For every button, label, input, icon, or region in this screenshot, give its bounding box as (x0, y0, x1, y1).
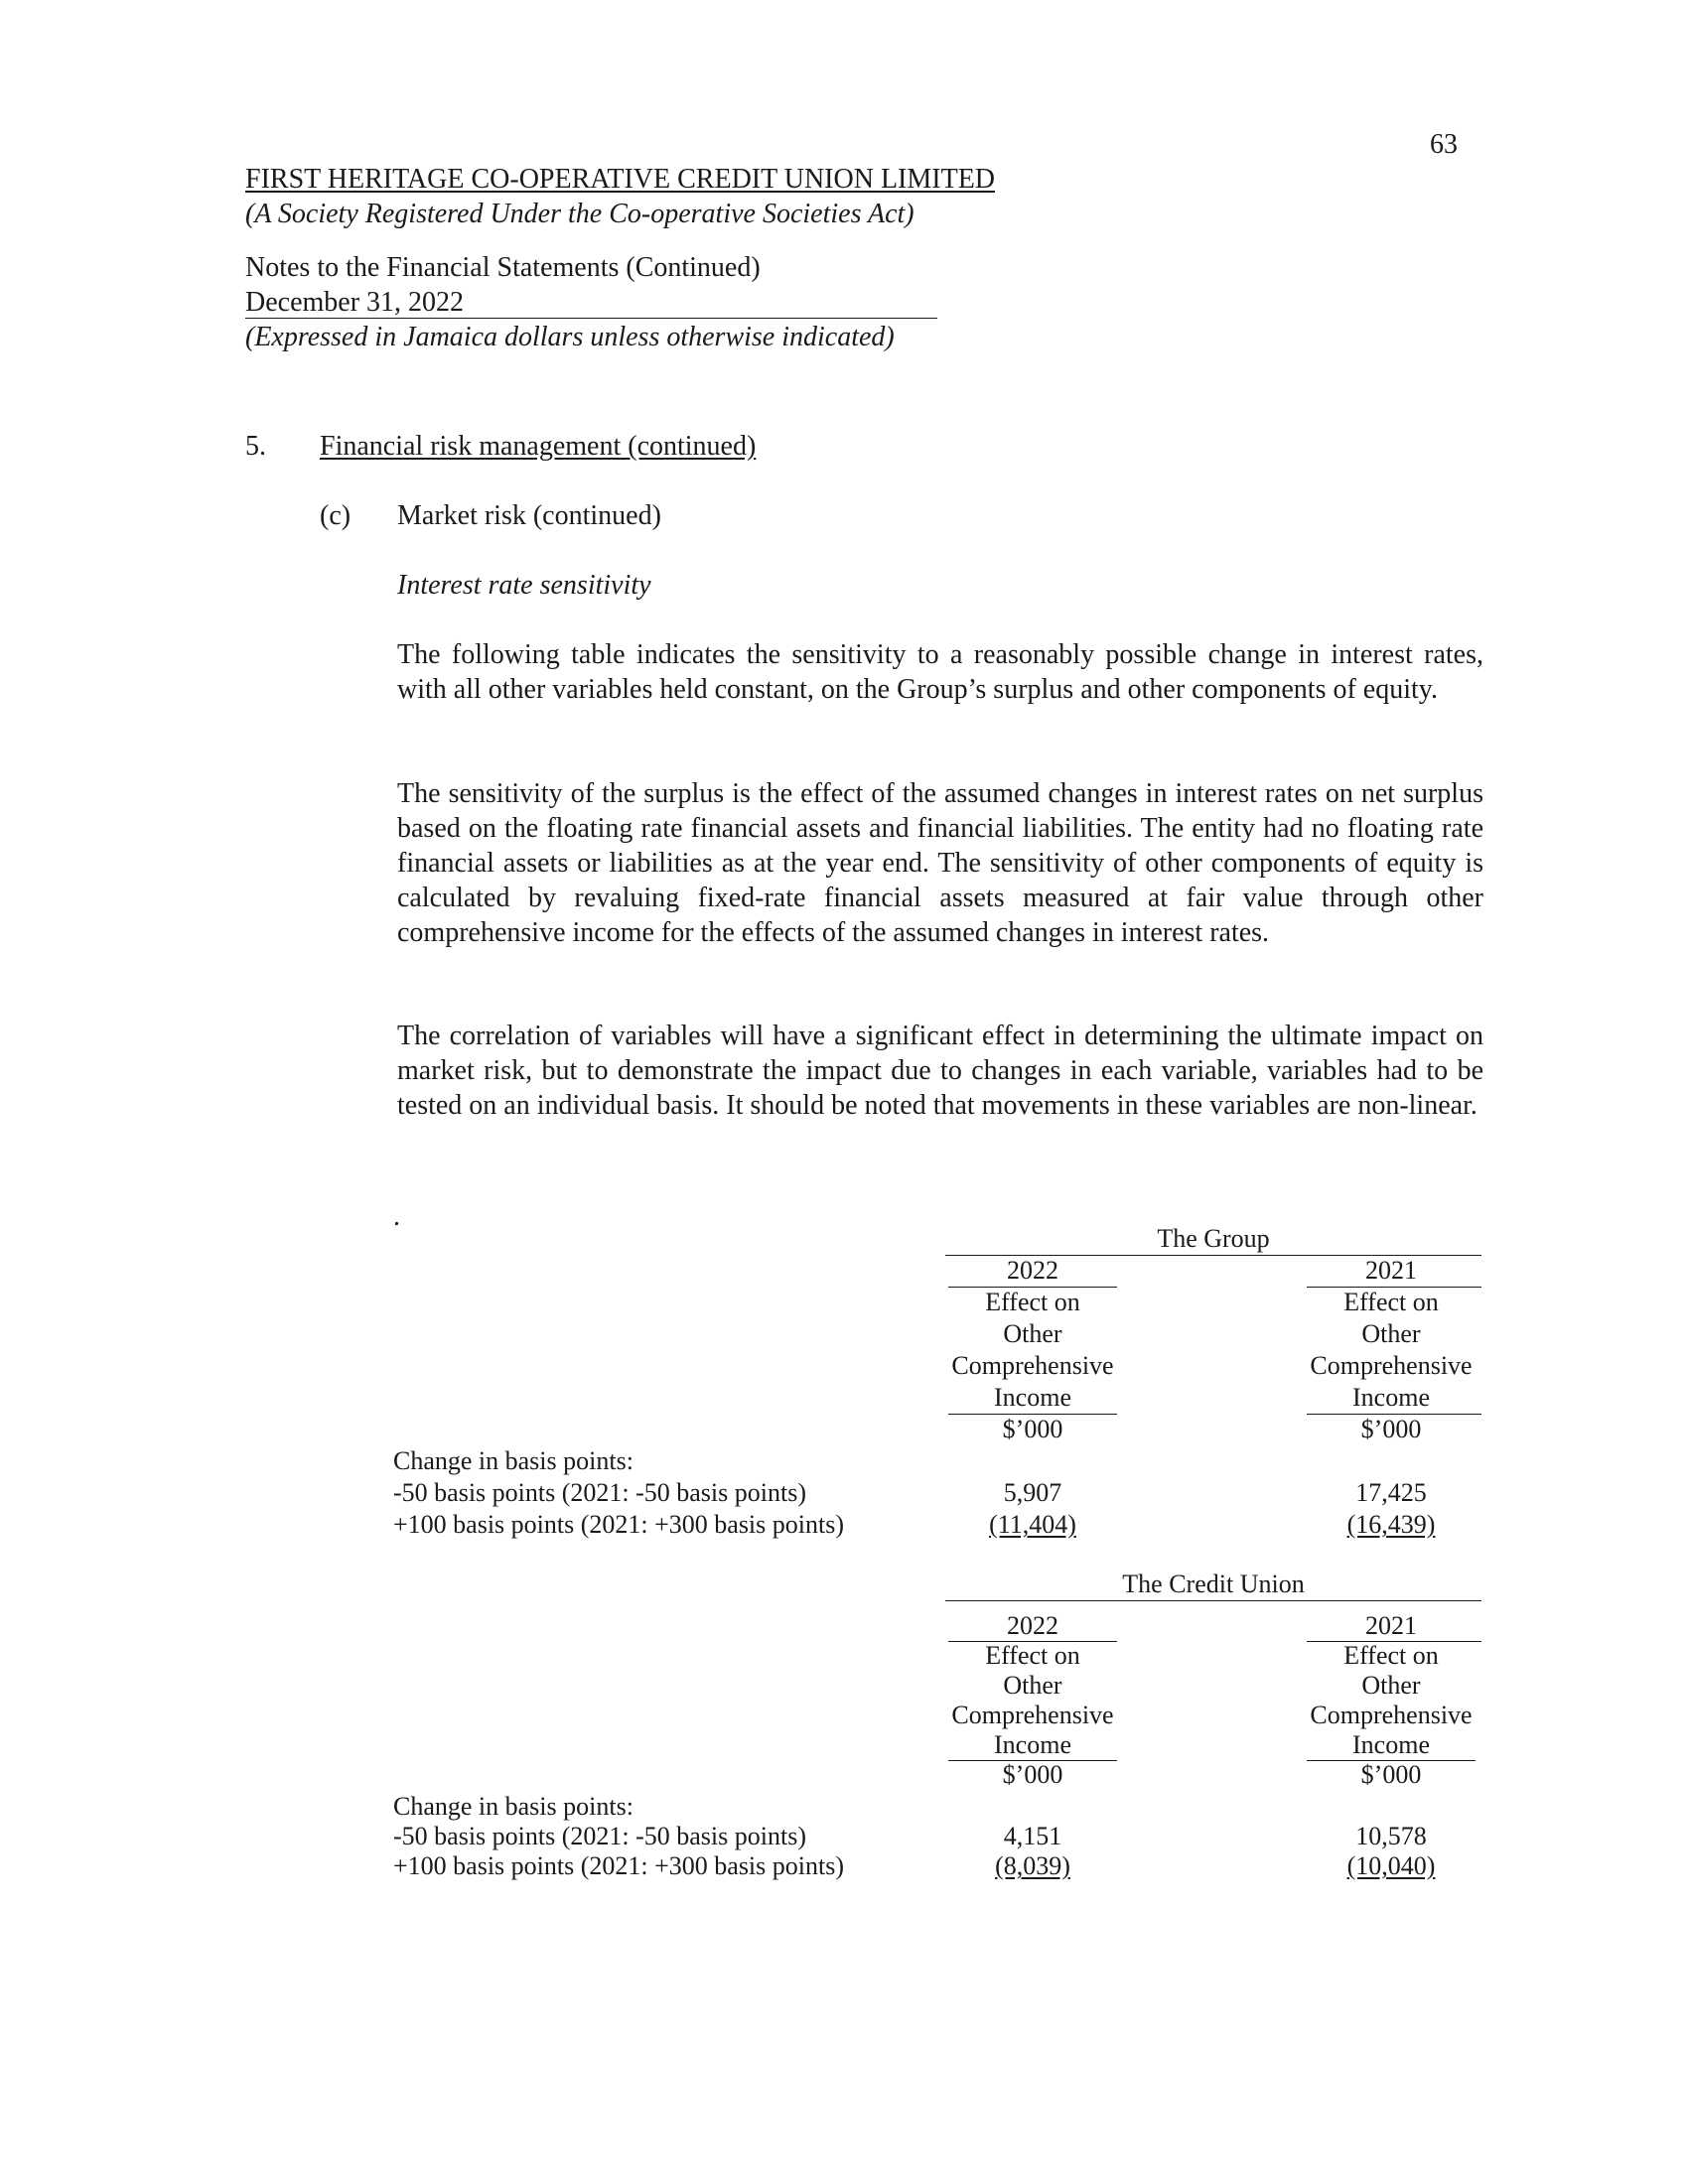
cu-col-2022-income: Income (994, 1730, 1071, 1759)
company-subtitle: (A Society Registered Under the Co-operative Societies Act) (245, 199, 914, 229)
subsection-title: Market risk (continued) (397, 500, 661, 531)
cu-row-2-2022: (8,039) (995, 1851, 1070, 1880)
group-row-2-label: +100 basis points (2021: +300 basis points) (393, 1510, 844, 1539)
cu-col-2022-year: 2022 (1007, 1611, 1058, 1640)
group-col-2021-unit: $’000 (1360, 1415, 1422, 1443)
group-table-title: The Group (1157, 1224, 1270, 1253)
section-title: Financial risk management (continued) (320, 431, 757, 462)
group-row-1-2021: 17,425 (1355, 1478, 1427, 1507)
page-number: 63 (1430, 129, 1458, 160)
group-col-2022-effect: Effect on (985, 1288, 1080, 1316)
cu-col-2022-comprehensive: Comprehensive (951, 1701, 1114, 1729)
paragraph-1: The following table indicates the sensitivity to a reasonably possible change in interest rates, with all other variables held constant, on the Group’s surplus and other components of equity. (397, 639, 1483, 705)
group-col-2022-unit: $’000 (1002, 1415, 1063, 1443)
group-col-2021-comprehensive: Comprehensive (1310, 1351, 1473, 1380)
group-col-2021-income: Income (1352, 1383, 1430, 1412)
stray-mark: . (393, 1201, 400, 1232)
group-col-2022-comprehensive: Comprehensive (951, 1351, 1114, 1380)
cu-col-2021-unit: $’000 (1360, 1760, 1422, 1789)
group-row-1-label: -50 basis points (2021: -50 basis points) (393, 1478, 806, 1507)
cu-row-1-2021: 10,578 (1355, 1822, 1427, 1850)
group-col-2022-income: Income (994, 1383, 1071, 1412)
section-number: 5. (245, 431, 266, 462)
group-col-2021-other: Other (1361, 1319, 1421, 1348)
cu-col-2021-comprehensive: Comprehensive (1310, 1701, 1473, 1729)
statement-date: December 31, 2022 (245, 287, 465, 318)
cu-row-1-2022: 4,151 (1003, 1822, 1062, 1850)
company-name: FIRST HERITAGE CO-OPERATIVE CREDIT UNION LIMITED (245, 164, 996, 195)
cu-table-title: The Credit Union (1122, 1570, 1305, 1598)
cu-col-2021-other: Other (1361, 1671, 1421, 1700)
topic-heading: Interest rate sensitivity (397, 570, 651, 601)
subsection-letter: (c) (320, 500, 352, 531)
cu-col-2022-other: Other (1003, 1671, 1062, 1700)
cu-col-2022-effect: Effect on (985, 1641, 1080, 1670)
cu-col-2022-unit: $’000 (1002, 1760, 1063, 1789)
cu-col-2021-effect: Effect on (1343, 1641, 1439, 1670)
group-row-2-2022: (11,404) (989, 1510, 1076, 1539)
group-row-2-2021: (16,439) (1346, 1510, 1436, 1539)
cu-col-2021-income: Income (1352, 1730, 1430, 1759)
header-date-rule (245, 318, 937, 319)
group-row-header: Change in basis points: (393, 1446, 633, 1475)
paragraph-2: The sensitivity of the surplus is the effect of the assumed changes in interest rates on net surplus based on the floating rate financial assets and financial liabilities. The entity had no floating rate financial assets or liabilities as at the year end. The sensitivity of other components of equity is calculated by revaluing fixed-rate financial assets measured at fair value through other comprehensive income for the effects of the assumed changes in interest rates. (397, 778, 1483, 948)
cu-row-2-label: +100 basis points (2021: +300 basis points) (393, 1851, 844, 1880)
group-row-1-2022: 5,907 (1003, 1478, 1062, 1507)
group-col-2022-other: Other (1003, 1319, 1062, 1348)
group-col-2021-effect: Effect on (1343, 1288, 1439, 1316)
notes-title: Notes to the Financial Statements (Continued) (245, 252, 761, 283)
group-col-2022-year: 2022 (1007, 1256, 1058, 1285)
cu-row-1-label: -50 basis points (2021: -50 basis points) (393, 1822, 806, 1850)
group-col-2021-year: 2021 (1365, 1256, 1417, 1285)
paragraph-3: The correlation of variables will have a significant effect in determining the ultimate impact on market risk, but to demonstrate the impact due to changes in each variable, variables had to be tested on an individual basis. It should be noted that movements in these variables are non-linear. (397, 1021, 1483, 1121)
currency-note: (Expressed in Jamaica dollars unless otherwise indicated) (245, 322, 895, 352)
cu-row-2-2021: (10,040) (1346, 1851, 1436, 1880)
cu-title-rule (945, 1600, 1481, 1601)
cu-col-2021-year: 2021 (1365, 1611, 1417, 1640)
cu-row-header: Change in basis points: (393, 1792, 633, 1821)
